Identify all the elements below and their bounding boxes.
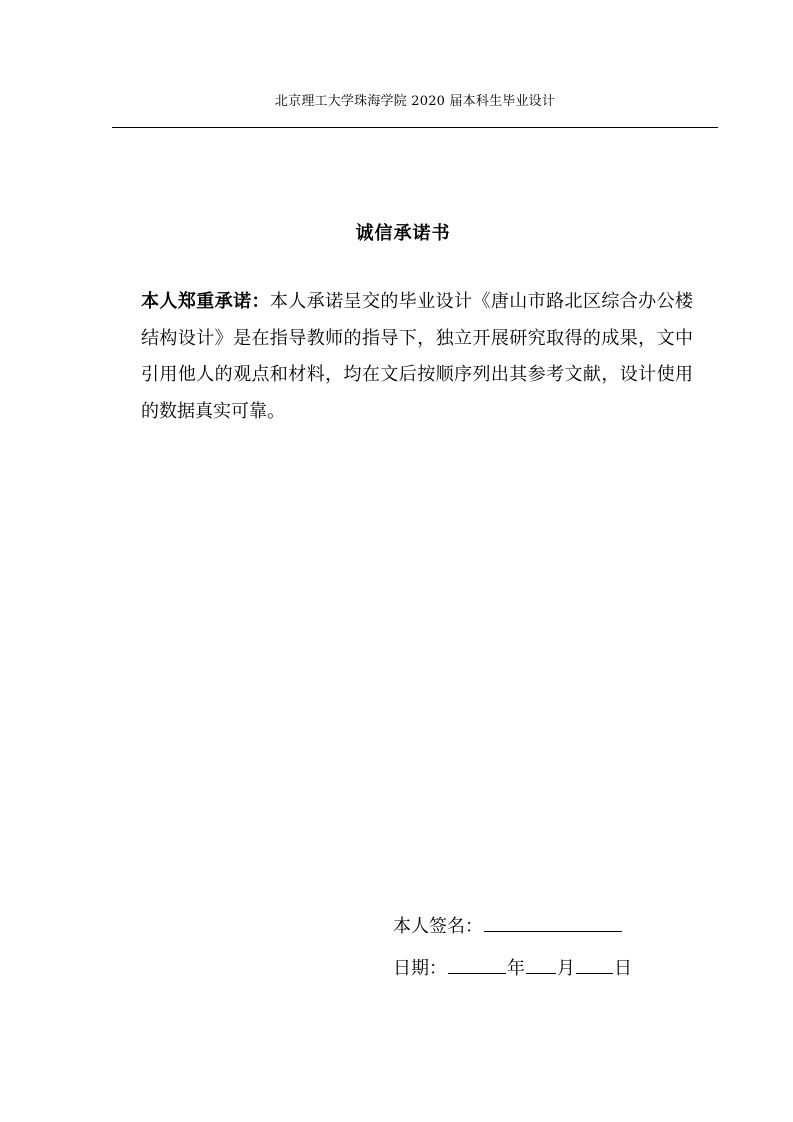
signature-label: 本人签名： xyxy=(393,916,483,937)
header-rule xyxy=(112,127,718,128)
pledge-body: 本人承诺呈交的毕业设计《唐山市路北区综合办公楼结构设计》是在指导教师的指导下，独立开展研究取得的成果，文中引用他人的观点和材料，均在文后按顺序列出其参考文献，设计使用的数据真实可靠。 xyxy=(141,291,694,422)
month-blank[interactable] xyxy=(526,953,556,974)
signature-row xyxy=(393,911,623,941)
day-label: 日 xyxy=(614,958,632,979)
year-label: 年 xyxy=(507,958,525,979)
date-label: 日期： xyxy=(393,958,447,979)
day-blank[interactable] xyxy=(576,953,613,974)
page-header: 北京理工大学珠海学院 2020 届本科生毕业设计 xyxy=(274,94,556,109)
year-blank[interactable] xyxy=(448,953,506,974)
month-label: 月 xyxy=(557,958,575,979)
signature-blank[interactable] xyxy=(484,911,622,932)
date-row xyxy=(393,953,632,983)
pledge-paragraph xyxy=(141,284,693,430)
pledge-lead: 本人郑重承诺： xyxy=(141,291,270,312)
document-title: 诚信承诺书 xyxy=(355,223,451,244)
